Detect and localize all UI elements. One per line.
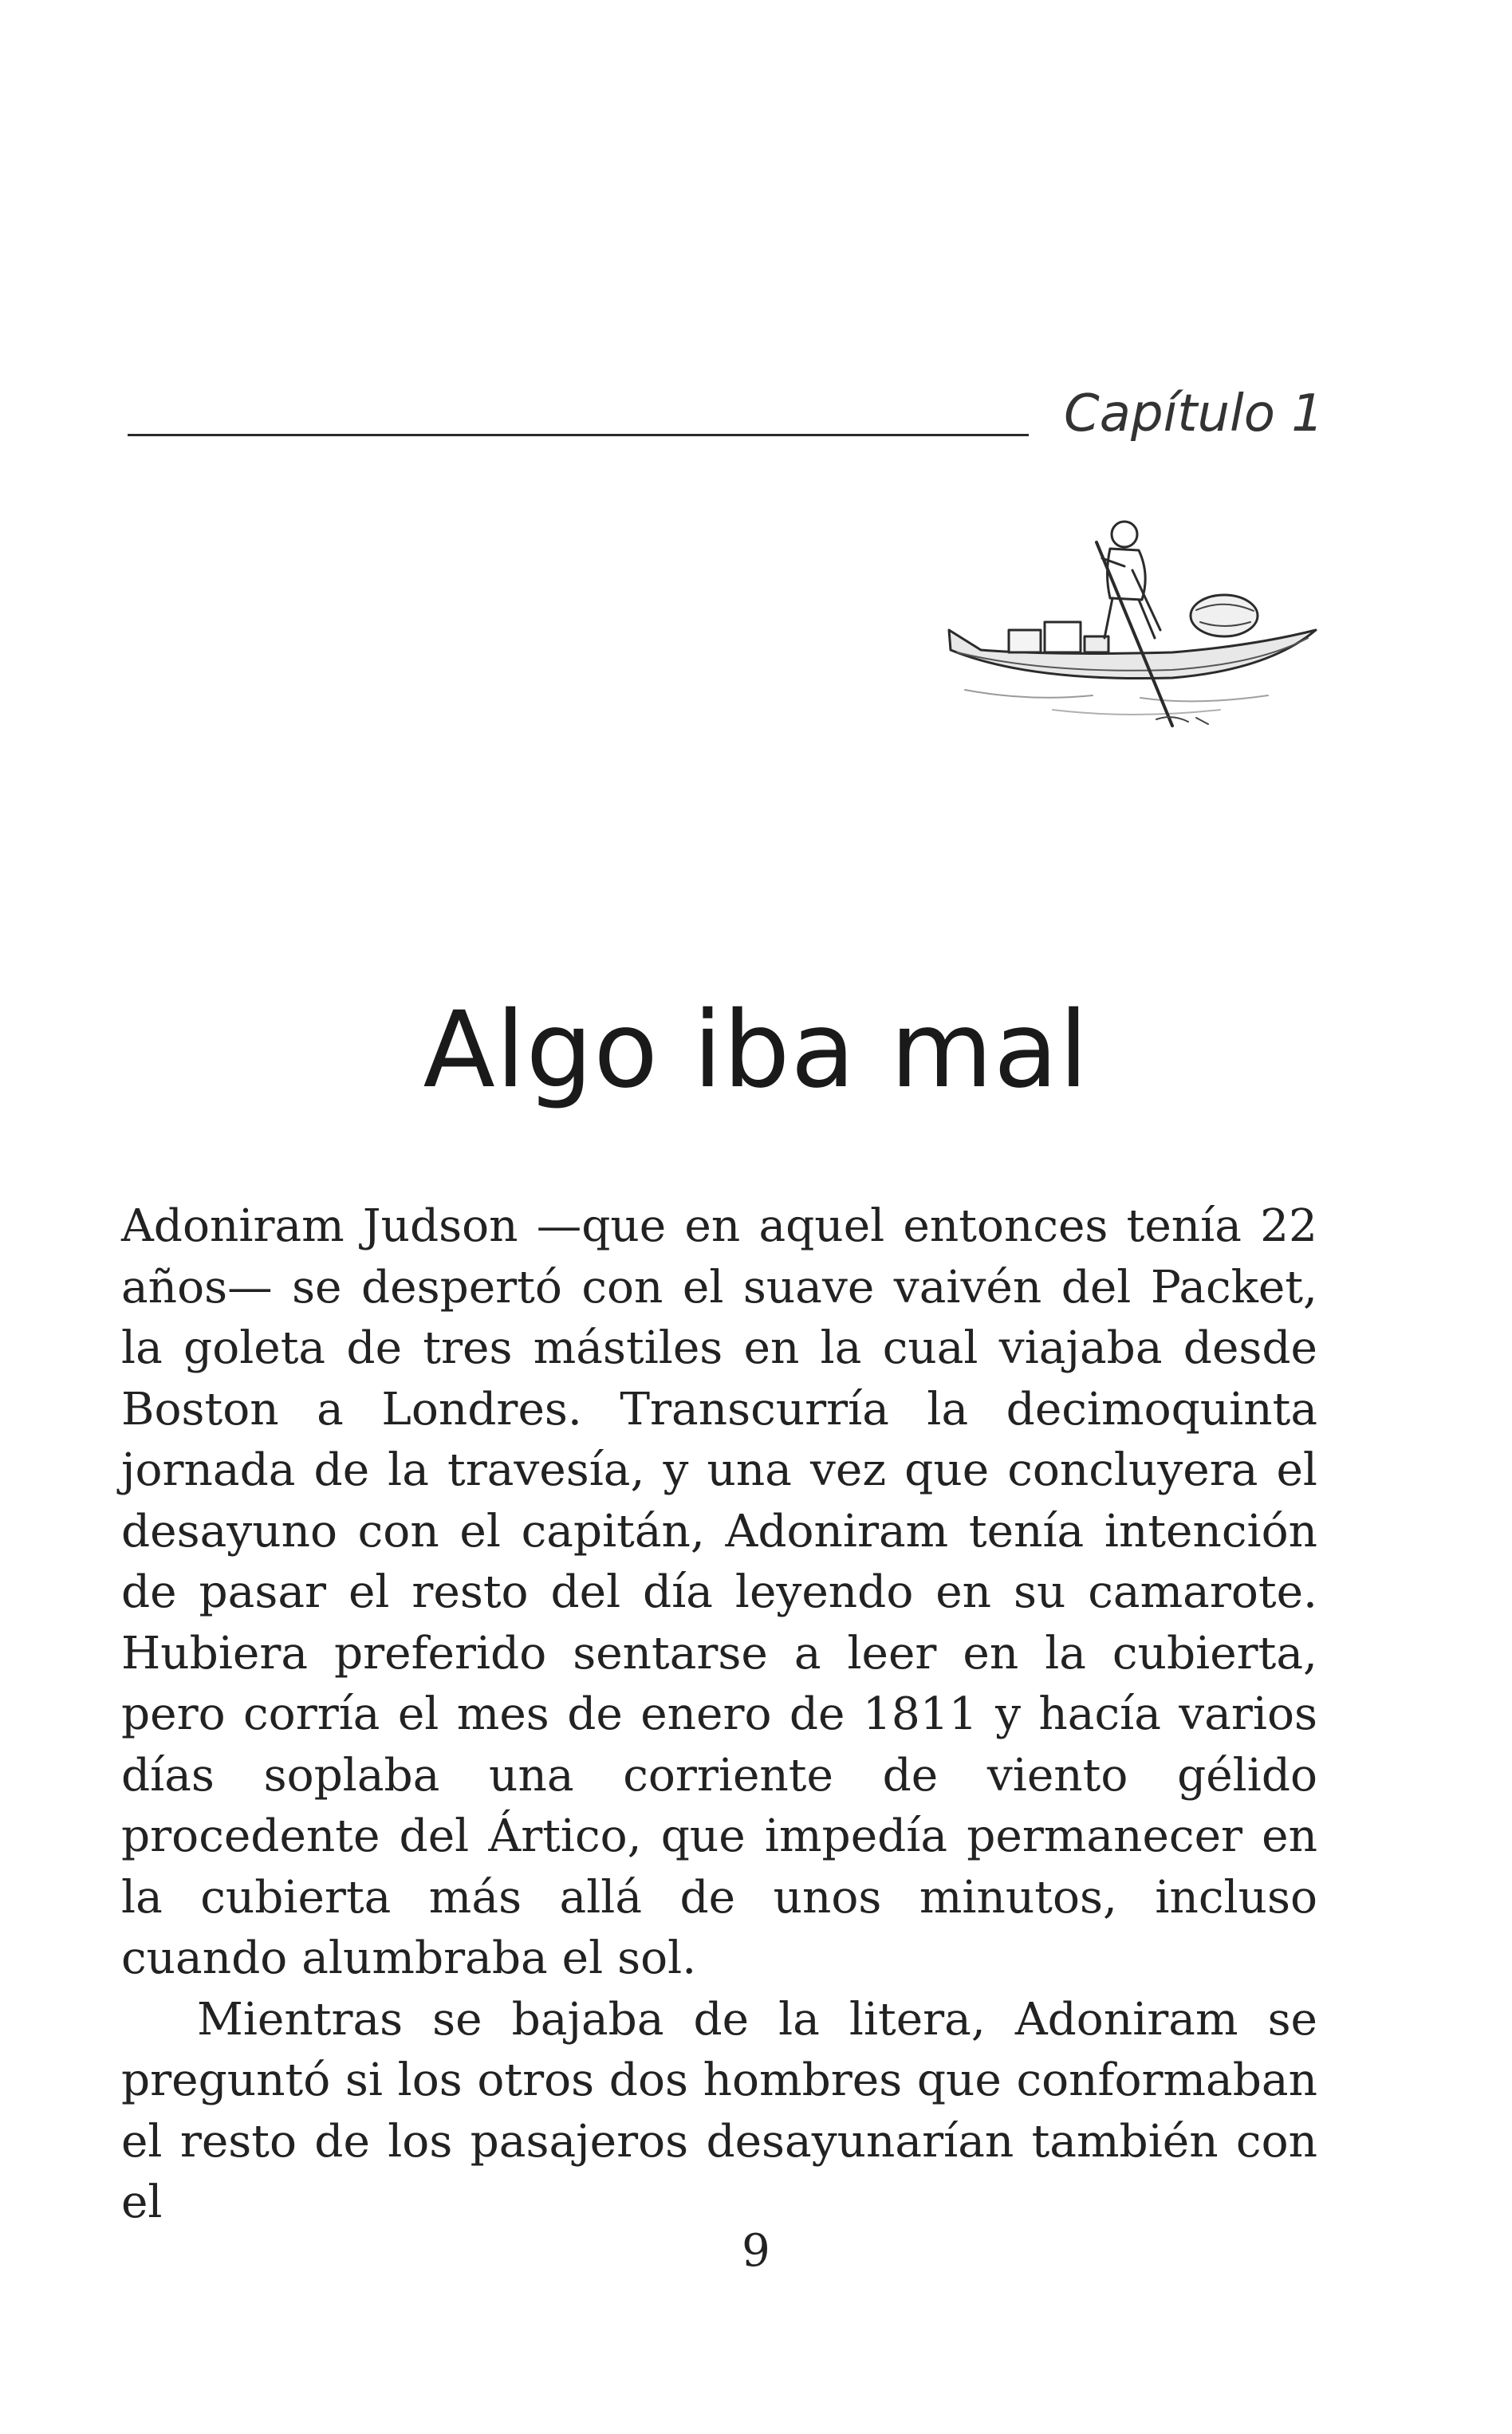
- chapter-title: Algo iba mal: [423, 989, 1089, 1112]
- chapter-label: Capítulo 1: [1064, 384, 1324, 443]
- page-number: 9: [742, 2225, 770, 2277]
- chapter-header: [128, 375, 1324, 471]
- chapter-rule: [128, 434, 1029, 436]
- boat-with-rower-illustration: [933, 510, 1332, 750]
- body-text: [121, 1196, 1317, 2234]
- paragraph: Adoniram Judson —que en aquel entonces tenía 22 años— se despertó con el suave vaivén del Packet, la goleta de tres mástiles en la cual viajaba desde Boston a Londres. Transcurría la decimoquinta jornada de la travesía, y una vez que concluyera el desayuno con el capitán, Adoniram tenía intención de pasar el resto del día leyendo en su camarote. Hubiera preferido sentarse a leer en la cubierta, pero corría el mes de enero de 1811 y hacía varios días soplaba una corriente de viento gélido procedente del Ártico, que impedía permanecer en la cubierta más allá de unos minutos, incluso cuando alumbraba el sol.: [121, 1200, 1317, 1984]
- paragraph: Mientras se bajaba de la litera, Adoniram se preguntó si los otros dos hombres que conformaban el resto de los pasajeros desayunarían también con el: [121, 1993, 1317, 2228]
